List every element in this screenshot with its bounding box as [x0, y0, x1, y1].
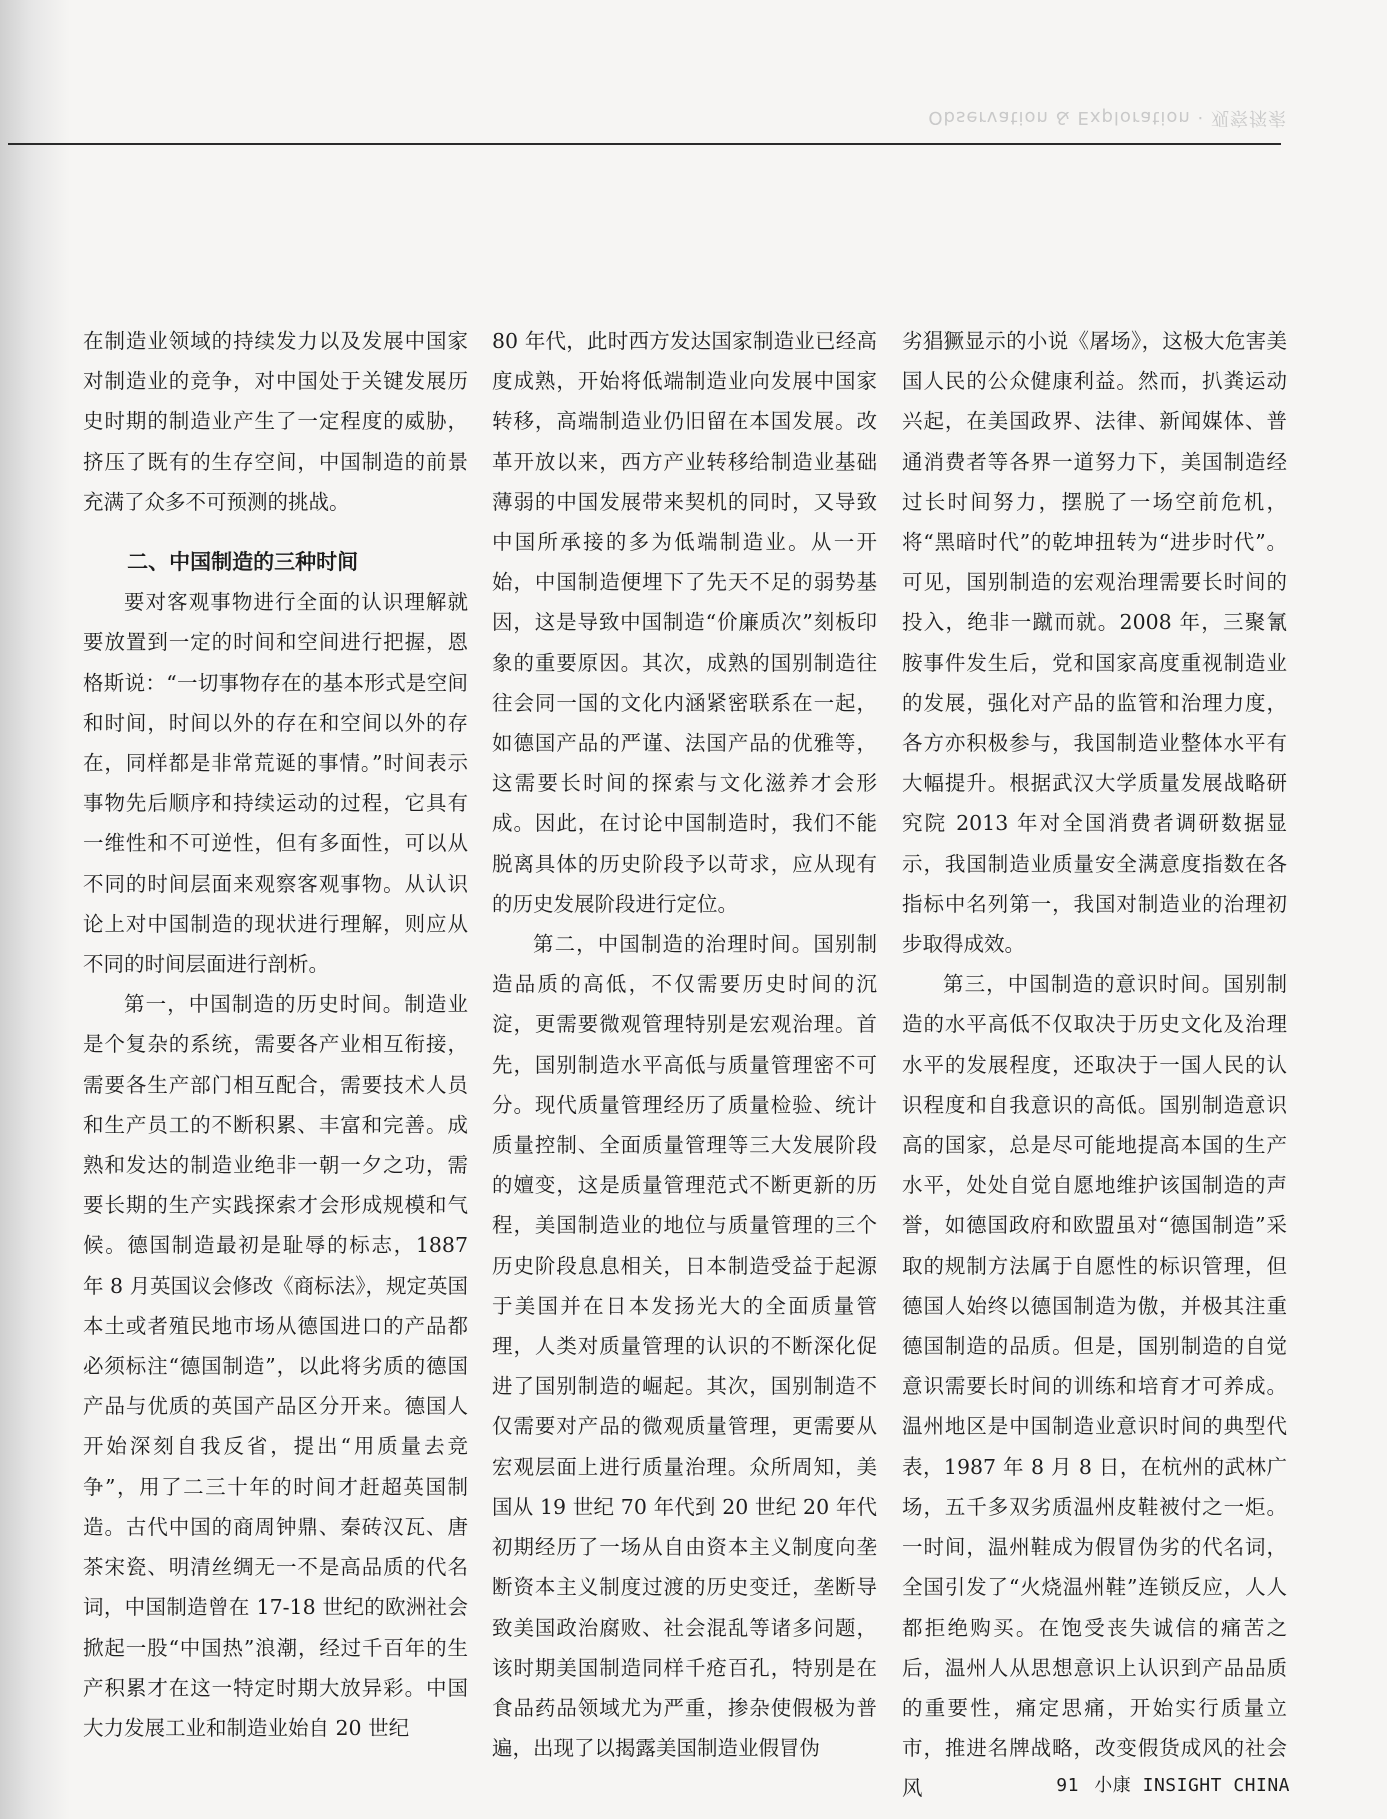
header-rule — [8, 143, 1281, 145]
text-column-3 — [902, 321, 1287, 1809]
body-paragraph: 80 年代，此时西方发达国家制造业已经高度成熟，开始将低端制造业向发展中国家转移，高端制造业仍旧留在本国发展。改革开放以来，西方产业转移给制造业基础薄弱的中国发展带来契机的同时，又导致中国所承接的多为低端制造业。从一开始，中国制造便埋下了先天不足的弱势基因，这是导致中国制造“价廉质次”刻板印象的重要原因。其次，成熟的国别制造往往会同一国的文化内涵紧密联系在一起，如德国产品的严谨、法国产品的优雅等，这需要长时间的探索与文化滋养才会形成。因此，在讨论中国制造时，我们不能脱离具体的历史阶段予以苛求，应从现有的历史发展阶段进行定位。 — [492, 329, 877, 916]
body-paragraph: 在制造业领域的持续发力以及发展中国家对制造业的竞争，对中国处于关键发展历史时期的制造业产生了一定程度的威胁，挤压了既有的生存空间，中国制造的前景充满了众多不可预测的挑战。 — [83, 329, 468, 514]
magazine-name: 小康 INSIGHT CHINA — [1094, 1775, 1290, 1796]
body-paragraph: 第二，中国制造的治理时间。国别制造品质的高低，不仅需要历史时间的沉淀，更需要微观管理特别是宏观治理。首先，国别制造水平高低与质量管理密不可分。现代质量管理经历了质量检验、统计质量控制、全面质量管理等三大发展阶段的嬗变，这是质量管理范式不断更新的历程，美国制造业的地位与质量管理的三个历史阶段息息相关，日本制造受益于起源于美国并在日本发扬光大的全面质量管理，人类对质量管理的认识的不断深化促进了国别制造的崛起。其次，国别制造不仅需要对产品的微观质量管理，更需要从宏观层面上进行质量治理。众所周知，美国从 19 世纪 70 年代到 20 世纪 20 年代初期经历了一场从自由资本主义制度向垄断资本主义制度过渡的历史变迁，垄断导致美国政治腐败、社会混乱等诸多问题，该时期美国制造同样千疮百孔，特别是在食品药品领域尤为严重，掺杂使假极为普遍，出现了以揭露美国制造业假冒伪 — [492, 932, 877, 1761]
page-number: 91 — [1056, 1775, 1079, 1796]
section-heading: 二、中国制造的三种时间 — [127, 550, 359, 575]
body-paragraph: 第一，中国制造的历史时间。制造业是个复杂的系统，需要各产业相互衔接，需要各生产部门相互配合，需要技术人员和生产员工的不断积累、丰富和完善。成熟和发达的制造业绝非一朝一夕之功，需要长期的生产实践探索才会形成规模和气候。德国制造最初是耻辱的标志，1887 年 8 月英国议会修改《商标法》，规定英国本土或者殖民地市场从德国进口的产品都必须标注“德国制造”，以此将劣质的德国产品与优质的英国产品区分开来。德国人开始深刻自我反省，提出“用质量去竞争”，用了二三十年的时间才赶超英国制造。古代中国的商周钟鼎、秦砖汉瓦、唐茶宋瓷、明清丝绸无一不是高品质的代名词，中国制造曾在 17-18 世纪的欧洲社会掀起一股“中国热”浪潮，经过千百年的生产积累才在这一特定时期大放异彩。中国大力发展工业和制造业始自 20 世纪 — [83, 992, 468, 1740]
body-paragraph: 第三，中国制造的意识时间。国别制造的水平高低不仅取决于历史文化及治理水平的发展程度，还取决于一国人民的认识程度和自我意识的高低。国别制造意识高的国家，总是尽可能地提高本国的生产水平，处处自觉自愿地维护该国制造的声誉，如德国政府和欧盟虽对“德国制造”采取的规制方法属于自愿性的标识管理，但德国人始终以德国制造为傲，并极其注重德国制造的品质。但是，国别制造的自觉意识需要长时间的训练和培育才可养成。温州地区是中国制造业意识时间的典型代表，1987 年 8 月 8 日，在杭州的武林广场，五千多双劣质温州皮鞋被付之一炬。一时间，温州鞋成为假冒伪劣的代名词，全国引发了“火烧温州鞋”连锁反应，人人都拒绝购买。在饱受丧失诚信的痛苦之后，温州人从思想意识上认识到产品品质的重要性，痛定思痛，开始实行质量立市，推进名牌战略，改变假货成风的社会风 — [902, 972, 1287, 1801]
running-header: Observation & Exploration · 观察探索 — [928, 107, 1287, 128]
page-footer — [1056, 1771, 1290, 1797]
text-column-1 — [83, 321, 468, 1748]
body-paragraph: 要对客观事物进行全面的认识理解就要放置到一定的时间和空间进行把握，恩格斯说：“一切事物存在的基本形式是空间和时间，时间以外的存在和空间以外的存在，同样都是非常荒诞的事情。”时间表示事物先后顺序和持续运动的过程，它具有一维性和不可逆性，但有多面性，可以从不同的时间层面来观察客观事物。从认识论上对中国制造的现状进行理解，则应从不同的时间层面进行剖析。 — [83, 590, 468, 977]
binding-shadow — [0, 0, 70, 1819]
text-column-2 — [492, 321, 877, 1768]
body-paragraph: 劣猖獗显示的小说《屠场》，这极大危害美国人民的公众健康利益。然而，扒粪运动兴起，在美国政界、法律、新闻媒体、普通消费者等各界一道努力下，美国制造经过长时间努力，摆脱了一场空前危机，将“黑暗时代”的乾坤扭转为“进步时代”。可见，国别制造的宏观治理需要长时间的投入，绝非一蹴而就。2008 年，三聚氰胺事件发生后，党和国家高度重视制造业的发展，强化对产品的监管和治理力度，各方亦积极参与，我国制造业整体水平有大幅提升。根据武汉大学质量发展战略研究院 2013 年对全国消费者调研数据显示，我国制造业质量安全满意度指数在各指标中名列第一，我国对制造业的治理初步取得成效。 — [902, 329, 1287, 957]
